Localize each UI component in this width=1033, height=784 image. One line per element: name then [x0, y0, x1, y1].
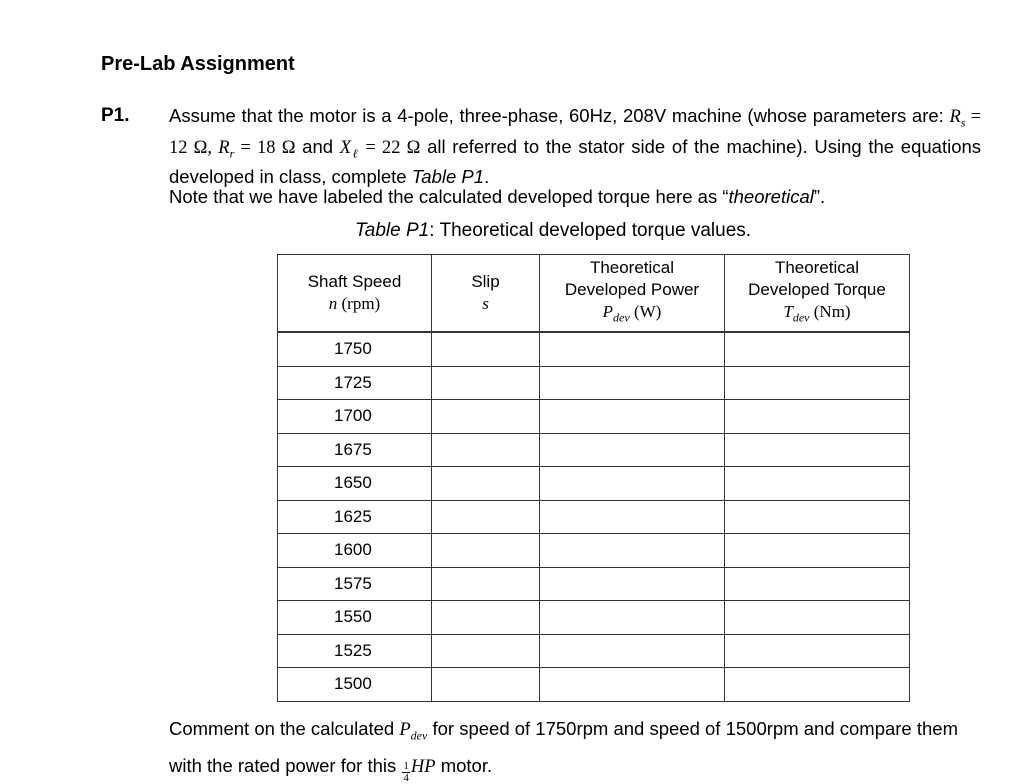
speed-cell: 1650 [278, 467, 432, 501]
torque-cell [725, 400, 910, 434]
power-cell [540, 400, 725, 434]
table-row [278, 534, 910, 568]
speed-cell: 1575 [278, 567, 432, 601]
power-cell [540, 332, 725, 366]
table-caption [0, 220, 1033, 242]
power-cell [540, 567, 725, 601]
table-row [278, 567, 910, 601]
speed-cell: 1550 [278, 601, 432, 635]
theoretical-emphasis: theoretical [728, 186, 814, 207]
slip-cell [432, 668, 540, 702]
problem-text-1: Assume that the motor is a 4-pole, three-phase, 60Hz, 208V machine (whose parameters are: [169, 105, 944, 126]
table-caption-text: : Theoretical developed torque values. [429, 220, 752, 241]
speed-cell: 1500 [278, 668, 432, 702]
torque-cell [725, 467, 910, 501]
table-row [278, 668, 910, 702]
pdev-symbol: $P_{dev}$ [399, 720, 428, 743]
speed-cell: 1525 [278, 634, 432, 668]
problem-label: P1. [101, 105, 130, 126]
torque-cell [725, 634, 910, 668]
table-row [278, 366, 910, 400]
rs-symbol: $R_s$ [949, 107, 966, 130]
xl-symbol: $X_\ell$ [339, 137, 360, 161]
table-row [278, 467, 910, 501]
slip-cell [432, 400, 540, 434]
torque-cell [725, 366, 910, 400]
table-row [278, 634, 910, 668]
slip-cell [432, 366, 540, 400]
table-row [278, 400, 910, 434]
speed-cell: 1625 [278, 500, 432, 534]
torque-cell [725, 567, 910, 601]
table-row [278, 332, 910, 366]
power-cell [540, 366, 725, 400]
slip-cell [432, 534, 540, 568]
torque-cell [725, 534, 910, 568]
rr-symbol: $R_r$ [218, 137, 235, 161]
header-developed-torque: Theoretical Developed Torque $T_{dev}$ (Nm) [725, 255, 910, 333]
and-text: and [295, 135, 340, 157]
torque-cell [725, 668, 910, 702]
speed-cell: 1725 [278, 366, 432, 400]
table-caption-label: Table P1 [354, 220, 430, 241]
comment-text: Comment on the calculated $P_{dev}$ for speed of 1750rpm and speed of 1500rpm and compare them with the rated power for this $\frac{1}{4}$ HP motor. [169, 718, 958, 784]
header-developed-power: Theoretical Developed Power $P_{dev}$ (W) [540, 255, 725, 333]
power-cell [540, 433, 725, 467]
torque-cell [725, 433, 910, 467]
hp-unit: HP [410, 756, 436, 777]
torque-cell [725, 500, 910, 534]
speed-cell: 1700 [278, 400, 432, 434]
problem-text-2: all referred to the stator side of the machine). Using the equations developed in class, complete [169, 135, 982, 188]
power-cell [540, 534, 725, 568]
rs-value: = 12 Ω, [169, 107, 982, 158]
slip-cell [432, 332, 540, 366]
speed-cell: 1750 [278, 332, 432, 366]
slip-cell [432, 500, 540, 534]
slip-cell [432, 567, 540, 601]
power-cell [540, 634, 725, 668]
section-title: Pre-Lab Assignment [101, 53, 295, 75]
problem-statement: Assume that the motor is a 4-pole, three-phase, 60Hz, 208V machine (whose parameters are: $R_s = 12$ Ω, $R_r = 18$ Ω and $X_\ell = 22$ Ω all referred to the stator side of the machine). Using the equations developed in class, complete Table P1. [169, 105, 982, 188]
xl-value: = 22 Ω [359, 137, 421, 158]
power-cell [540, 500, 725, 534]
power-cell [540, 668, 725, 702]
power-cell [540, 467, 725, 501]
table-header-row [278, 255, 910, 333]
power-cell [540, 601, 725, 635]
slip-cell [432, 467, 540, 501]
table-row [278, 500, 910, 534]
speed-cell: 1675 [278, 433, 432, 467]
torque-cell [725, 601, 910, 635]
table-row [278, 433, 910, 467]
header-shaft-speed: Shaft Speed n (rpm) [278, 255, 432, 333]
slip-cell [432, 601, 540, 635]
slip-cell [432, 433, 540, 467]
speed-cell: 1600 [278, 534, 432, 568]
torque-cell [725, 332, 910, 366]
quarter-fraction: $\frac{1}{4}$ [403, 759, 409, 784]
slip-cell [432, 634, 540, 668]
table-row [278, 601, 910, 635]
header-slip: Slip s [432, 255, 540, 333]
torque-table [277, 254, 910, 702]
rr-value: = 18 Ω [234, 137, 296, 158]
note-text: Note that we have labeled the calculated developed torque here as “theoretical”. [169, 186, 826, 207]
table-reference: Table P1 [411, 166, 485, 188]
